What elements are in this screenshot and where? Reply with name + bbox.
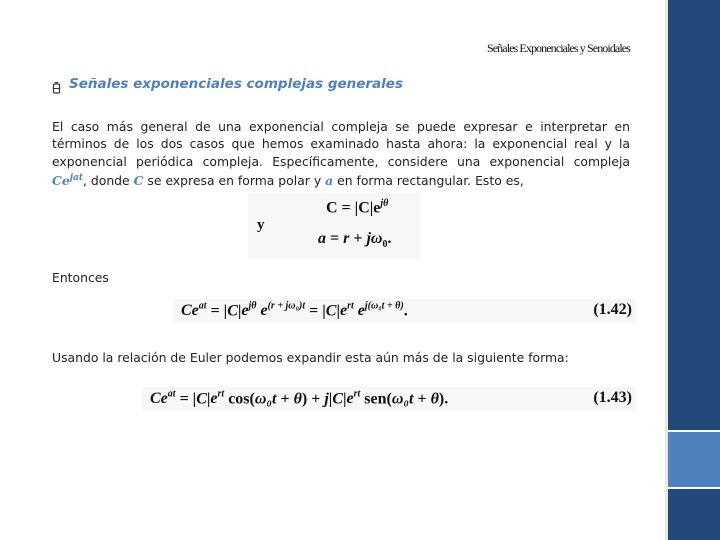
body-paragraph <box>52 118 630 189</box>
para-text-3: se expresa en forma polar y <box>143 172 326 188</box>
euler-text: Usando la relación de Euler podemos expandir esta aún más de la siguiente forma: <box>52 350 569 365</box>
and-label: y <box>257 217 265 233</box>
equation-c-polar: $C = |C|e^{j\theta}$ <box>326 198 389 217</box>
var-c: C <box>133 172 144 188</box>
sidebar-dark-block-bottom <box>668 489 720 540</box>
para-text-4: en forma rectangular. Esto es, <box>333 172 524 188</box>
equation-a-rect: $a = r + j\omega_0$. <box>318 230 392 251</box>
decorative-sidebar <box>665 0 720 540</box>
expr-ce-sup: jat <box>69 172 83 183</box>
expr-ce-main: Ce <box>52 172 70 188</box>
definition-equations <box>248 193 420 259</box>
expr-ce <box>52 173 83 188</box>
equation-1-42-number: (1.42) <box>593 301 632 318</box>
equation-1-43-body: $Ce^{at} = |C|e^{rt}$ $\cos(\omega_0t + \theta) + j|C|e^{rt}$ sen(ω₀t + θ). <box>150 389 449 408</box>
para-text-1: El caso más general de una exponencial compleja se puede expresar e interpretar en términos de los dos casos que hemos examinado hasta ahora: la exponencial real y la exponencial periódica compleja. Específicamente, considere una exponencial compleja <box>52 119 630 169</box>
equation-1-42 <box>173 299 636 323</box>
equation-1-43-number: (1.43) <box>593 389 632 406</box>
entonces-text: Entonces <box>52 270 109 285</box>
bullet-icon <box>52 82 61 94</box>
sidebar-accent-block <box>668 432 720 487</box>
var-a: a <box>325 172 334 188</box>
para-text-2: , donde <box>83 172 134 188</box>
equation-1-43 <box>142 387 636 411</box>
section-heading: Señales exponenciales complejas generales <box>69 76 403 92</box>
slide-title: Señales Exponenciales y Senoidales <box>486 41 630 55</box>
sidebar-dark-block-top <box>668 0 720 430</box>
equation-1-42-body: $Ce^{at} = |C|e^{j\theta}$ $e^{(r + j\omega_0)t} = |C|e^{rt}$ $e^{j(\omega_0t + \theta)}$. <box>181 301 408 320</box>
